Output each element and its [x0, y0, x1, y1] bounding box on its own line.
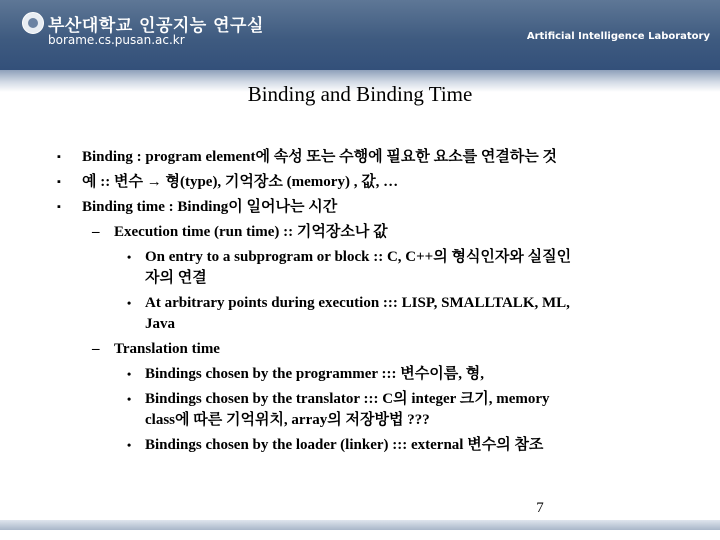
footer-bar [0, 520, 720, 530]
dot-bullet-icon: • [127, 392, 132, 406]
item-text-continued: 자의 연결 [145, 270, 207, 286]
item-loader [0, 435, 720, 456]
subbullet-text: Execution time (run time) :: 기억장소나 값 [114, 224, 388, 240]
item-subprogram-entry [0, 247, 720, 289]
square-bullet-icon: ▪ [57, 151, 61, 163]
square-bullet-icon: ▪ [57, 176, 61, 188]
item-text: Bindings chosen by the loader (linker) ::: external 변수의 참조 [145, 437, 544, 453]
item-programmer [0, 364, 720, 385]
bullet-text: Binding : program element에 속성 또는 수행에 필요한 요소를 연결하는 것 [82, 149, 558, 165]
dot-bullet-icon: • [127, 250, 132, 264]
slide-title: Binding and Binding Time [247, 82, 473, 106]
item-translator [0, 389, 720, 431]
page-number: 7 [536, 500, 544, 516]
square-bullet-icon: ▪ [57, 201, 61, 213]
item-text: At arbitrary points during execution ::: LISP, SMALLTALK, ML, [145, 295, 570, 311]
university-seal-icon [22, 12, 44, 34]
bullet-binding-definition [0, 147, 720, 168]
slide-content [0, 147, 720, 460]
bullet-example [0, 172, 720, 193]
item-text: Bindings chosen by the translator ::: C의 integer 크기, memory [145, 391, 550, 407]
lab-name: 부산대학교 인공지능 연구실 [48, 16, 264, 36]
bullet-text: Binding time : Binding이 일어나는 시간 [82, 199, 338, 215]
item-text: Bindings chosen by the programmer ::: 변수이름, 형, [145, 366, 484, 382]
subbullet-execution-time [0, 222, 720, 243]
bullet-text: 예 :: 변수 → 형(type), 기억장소 (memory) , 값, … [82, 174, 399, 190]
item-text: On entry to a subprogram or block :: C, C++의 형식인자와 실질인 [145, 249, 572, 265]
lab-name-english: Artificial Intelligence Laboratory [526, 31, 710, 42]
dot-bullet-icon: • [127, 438, 132, 452]
dot-bullet-icon: • [127, 296, 132, 310]
subbullet-text: Translation time [114, 341, 220, 357]
header-banner [0, 0, 720, 70]
subbullet-translation-time [0, 339, 720, 360]
item-text-continued: class에 따른 기억위치, array의 저장방법 ??? [145, 412, 430, 428]
item-text-continued: Java [145, 316, 175, 332]
dash-bullet-icon: – [92, 224, 100, 240]
lab-url: borame.cs.pusan.ac.kr [48, 33, 185, 47]
dash-bullet-icon: – [92, 341, 100, 357]
bullet-binding-time [0, 197, 720, 218]
dot-bullet-icon: • [127, 367, 132, 381]
item-arbitrary-points [0, 293, 720, 335]
